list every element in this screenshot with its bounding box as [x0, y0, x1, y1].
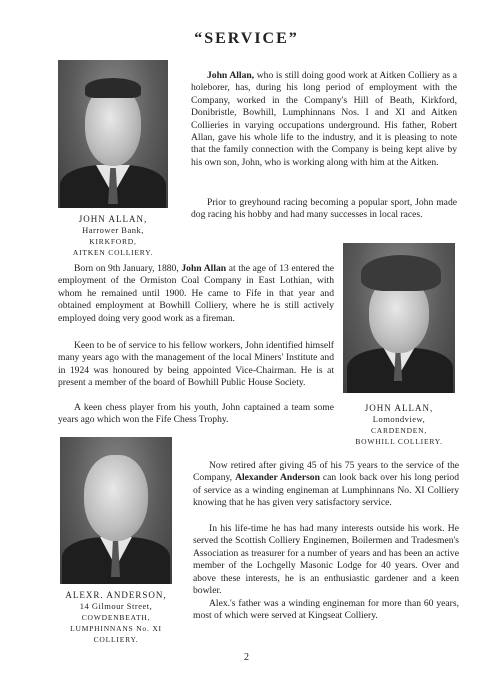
- paragraph-john-allan-aitken-1: John Allan, who is still doing good work at Aitken Colliery as a holeborer, has, during his long period of employment with the Company, worked in the Company's Hill of Beath, Kirkford, Donibristle, Bowhill, Lumphinnans Nos. I and XI and Aitken Collieries in varying occupations underground. His father, Robert Allan, gave his whole life to the industry, and it is pleasing to note that the family connection with the Company is being kept alive by his own son, John, who is working along with him at the Aitken.: [191, 70, 457, 168]
- paragraph-john-allan-bowhill-1: Born on 9th January, 1880, John Allan at the age of 13 entered the employment of the Ormiston Coal Company in East Lothian, with whom he remained until 1900. He came to Fife in that year and obtained employment at Bowhill Colliery, where he is still actively employed doing very good work as a fireman.: [58, 263, 335, 324]
- paragraph-john-allan-bowhill-3: A keen chess player from his youth, John captained a team some years ago which won the Fife Chess Trophy.: [58, 402, 334, 426]
- caption-address: Harrower Bank,: [82, 225, 144, 235]
- caption-town: KIRKFORD,: [89, 237, 137, 246]
- person-name: John Allan,: [207, 70, 255, 81]
- caption-town: CARDENDEN,: [370, 426, 428, 435]
- caption-john-allan-bowhill: [328, 403, 470, 447]
- person-name: John Allan: [181, 263, 227, 274]
- caption-john-allan-aitken: [40, 214, 186, 258]
- paragraph-alexander-anderson-2: In his life-time he has had many interests outside his work. He served the Scottish Colliery Enginemen, Boilermen and Tradesmen's Association as treasurer for a number of years and has been an active member of the Lochgelly Masonic Lodge for 40 years. Over and above these interests, he is an enthusiastic gardener and a keen bowler.: [193, 523, 459, 597]
- portrait-photo-john-allan-bowhill: [343, 243, 455, 393]
- portrait-photo-alexander-anderson: [60, 437, 172, 584]
- paragraph-john-allan-bowhill-2: Keen to be of service to his fellow workers, John identified himself many years ago with the management of the local Miners' Institute and in 1924 was honoured by being appointed Vice-Chairman. He is at present a member of the board of Bowhill Public House Society.: [58, 340, 334, 389]
- page-number: 2: [244, 652, 249, 663]
- caption-alexander-anderson: [40, 590, 192, 645]
- caption-address: Lomondview,: [372, 414, 426, 424]
- paragraph-alexander-anderson-3: Alex.'s father was a winding engineman for more than 60 years, most of which were served at Kingseat Colliery.: [193, 598, 459, 622]
- caption-colliery: AITKEN COLLIERY.: [72, 248, 154, 257]
- caption-name: JOHN ALLAN,: [364, 403, 434, 413]
- paragraph-alexander-anderson-1: Now retired after giving 45 of his 75 years to the service of the Company, Alexander Anderson can look back over his long period of service as a winding engineman at Lumphinnans No. XI Colliery knowing that he has given very satisfactory service.: [193, 460, 460, 509]
- caption-colliery: BOWHILL COLLIERY.: [355, 437, 443, 446]
- paragraph-john-allan-aitken-2: Prior to greyhound racing becoming a popular sport, John made dog racing his hobby and had many successes in local races.: [191, 197, 457, 221]
- caption-name: JOHN ALLAN,: [78, 214, 148, 224]
- caption-address: 14 Gilmour Street,: [79, 601, 153, 611]
- portrait-photo-john-allan-aitken: [58, 60, 168, 208]
- caption-name: ALEXR. ANDERSON,: [65, 590, 167, 600]
- caption-colliery: LUMPHINNANS No. XI: [70, 624, 162, 633]
- page-title: “SERVICE”: [194, 30, 299, 47]
- caption-colliery-suffix: COLLIERY.: [93, 635, 139, 644]
- caption-town: COWDENBEATH,: [81, 613, 151, 622]
- person-name: Alexander Anderson: [235, 472, 320, 484]
